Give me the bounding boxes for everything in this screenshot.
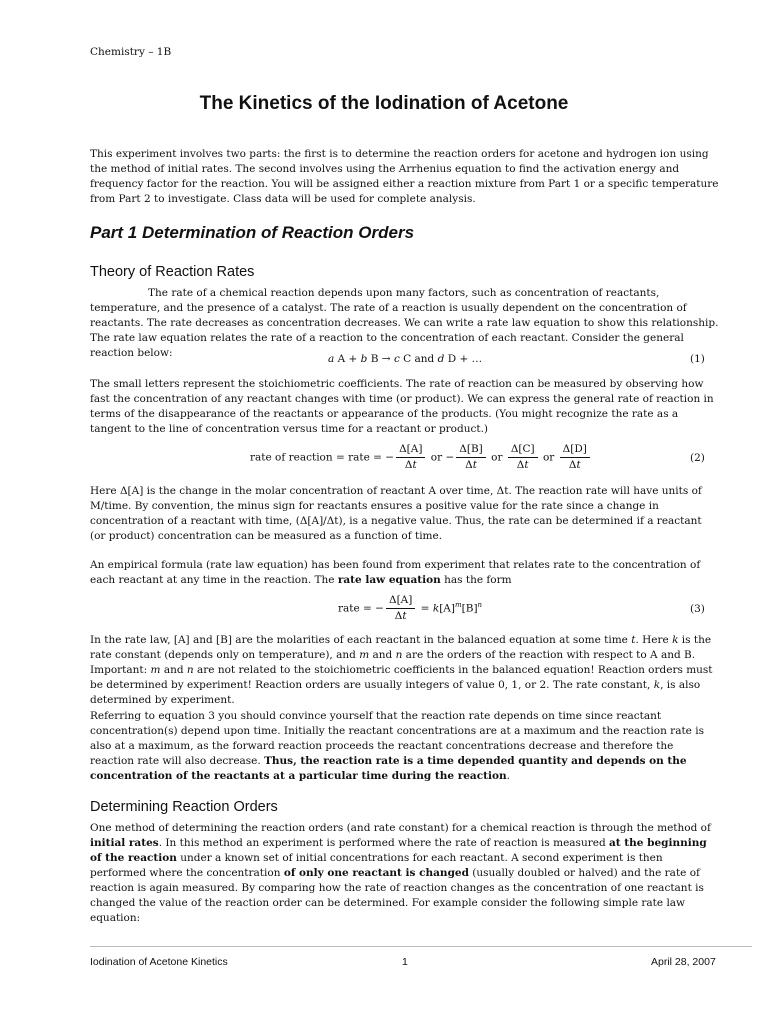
equation-2-number: (2) — [690, 452, 705, 464]
equation-3-number: (3) — [690, 603, 705, 615]
theory-paragraph-6: Referring to equation 3 you should convince yourself that the reaction rate depends on time since reactant concentration(s) depend upon time. Initially the reactant concentrations are at a maximum and the reaction rate is also at a maximum, as the forward reaction proceeds the reactant concentrations decrease and therefore the reaction rate will also decrease. Thus, the reaction rate is a time depended quantity and depends on the concentration of the reactants at a particular time during the reaction. — [90, 710, 704, 782]
equation-3: rate = − $\frac{\Delta[A]}{\Delta t}$ = $k[A]^m[B]^n$ — [338, 594, 483, 622]
part1-heading: Part 1 Determination of Reaction Orders — [90, 223, 415, 242]
theory-paragraph-5: In the rate law, [A] and [B] are the molarities of each reactant in the balanced equation at some time t. Here k is the rate constant (depends only on temperature), and m and n are the orders of the reaction with respect to A and B. Important: m and n are not related to the stoichiometric coefficients in the balanced equation! Reaction orders must be determined by experiment! Reaction orders are usually integers of value 0, 1, or 2. The rate constant, k, is also determined by experiment. — [90, 634, 713, 706]
equation-2: rate of reaction = rate = − $\frac{\Delta[A]}{\Delta t}$ or − $\frac{\Delta[B]}{\Delta t}$ or $\frac{\Delta[C]}{\Delta t}$ or $\frac{\Delta[D]}{\Delta t}$ — [250, 442, 592, 473]
footer-title: Iodination of Acetone Kinetics — [90, 956, 228, 968]
orders-heading: Determining Reaction Orders — [90, 799, 278, 815]
equation-2-lead: rate of reaction = rate = − — [250, 451, 395, 464]
equation-1: a A + b B → c C and d D + … — [328, 353, 483, 365]
theory-paragraph-2: The small letters represent the stoichiometric coefficients. The rate of reaction can be measured by observing how fast the concentration of any reactant changes with time (or product). We can express the general rate of reaction in terms of the disappearance of the reactants or appearance of the products. (You might recognize the rate as a tangent to the line of concentration versus time for a reactant or product.) — [90, 378, 714, 435]
equation-1-number: (1) — [690, 353, 705, 365]
footer-date: April 28, 2007 — [651, 956, 716, 968]
theory-heading: Theory of Reaction Rates — [90, 264, 255, 280]
orders-paragraph: One method of determining the reaction orders (and rate constant) for a chemical reaction is through the method of initial rates. In this method an experiment is performed where the rate of reaction is measured at the beginning of the reaction under a known set of initial concentrations for each reactant. A second experiment is then performed where the concentration of only one reactant is changed (usually doubled or halved) and the rate of reaction is again measured. By comparing how the rate of reaction changes as the concentration of one reactant is changed the value of the reaction order can be determined. For example consider the following simple rate law equation: — [90, 822, 711, 924]
theory-paragraph-1: The rate of a chemical reaction depends upon many factors, such as concentration of reactants, temperature, and the presence of a catalyst. The rate of a reaction is usually dependent on the concentration of reactants. The rate decreases as concentration decreases. We can write a rate law equation to show this relationship. The rate law equation relates the rate of a reaction to the concentration of each reactant. Consider the general reaction below: — [90, 287, 719, 359]
theory-paragraph-4: An empirical formula (rate law equation) has been found from experiment that relates rate to the concentration of each reactant at any time in the reaction. The rate law equation has the form — [90, 559, 701, 586]
document-title: The Kinetics of the Iodination of Acetone — [199, 93, 569, 114]
intro-paragraph: This experiment involves two parts: the first is to determine the reaction orders for acetone and hydrogen ion using the method of initial rates. The second involves using the Arrhenius equation to find the activation energy and frequency factor for the reaction. You will be assigned either a reaction mixture from Part 1 or a specific temperature from Part 2 to investigate. Class data will be used for complete analysis. — [90, 148, 719, 205]
course-header: Chemistry – 1B — [90, 46, 172, 58]
theory-paragraph-3: Here Δ[A] is the change in the molar concentration of reactant A over time, Δt. The reaction rate will have units of M/time. By convention, the minus sign for reactants ensures a positive value for the rate since a change in concentration of a reactant with time, (Δ[A]/Δt), is a negative value. Thus, the rate can be determined if a reactant (or product) concentration can be measured as a function of time. — [90, 485, 702, 542]
footer-divider — [90, 946, 752, 947]
page-number: 1 — [402, 956, 408, 968]
